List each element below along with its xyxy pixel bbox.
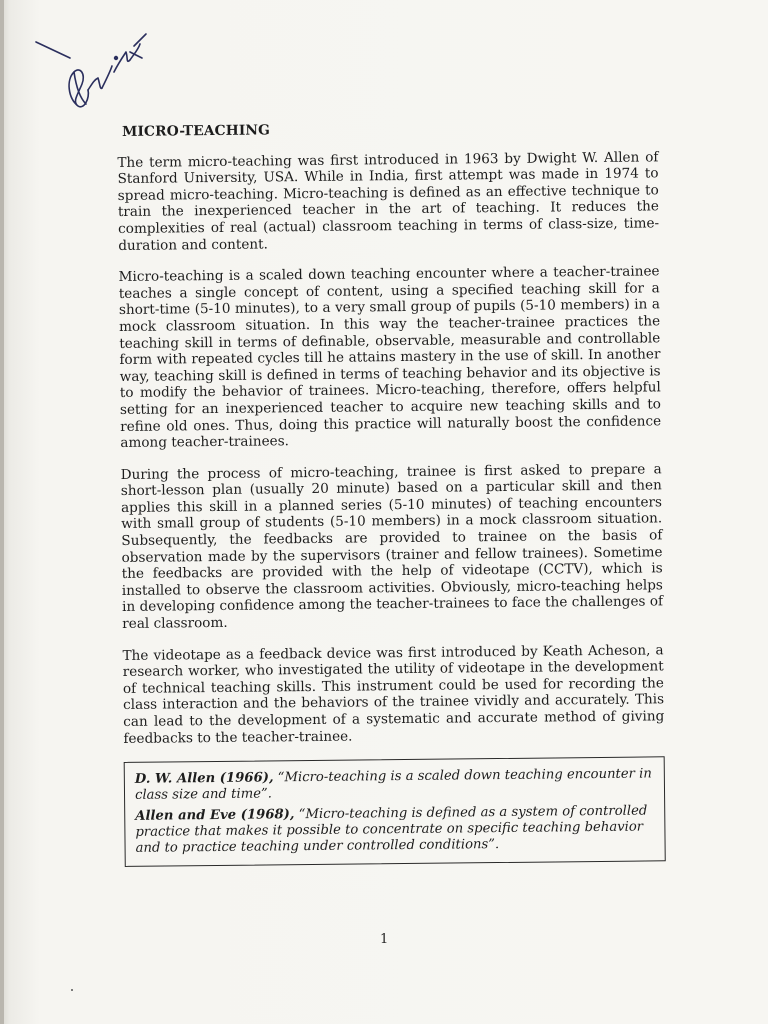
definition-author: Allen and Eve (1968), xyxy=(135,807,295,825)
handwritten-signature xyxy=(30,28,160,118)
definition-text: “Micro-teaching is defined as a system of controlled practice that makes it possible to concentrate on specific teaching behavior and to practice teaching under controlled conditions”. xyxy=(135,803,648,857)
page-title: MICRO-TEACHING xyxy=(121,122,271,140)
definition-text: “Micro-teaching is a scaled down teaching encounter in class size and time”. xyxy=(134,766,652,804)
page-edge-shadow xyxy=(0,0,4,1024)
paragraph-process: During the process of micro-teaching, trainee is first asked to prepare a short-lesson plan (usually 20 minute) based on a particular skill and then applies this skill in a planned series (5-10 minutes) of teaching encounters with small group of students (5-10 members) in a mock classroom situation. Subsequently, the feedbacks are provided to trainee on the basis of observation made by the supervisors (trainer and fellow trainees). Sometime the feedbacks are provided with the help of videotape (CCTV), which is installed to observe the classroom activities. Obviously, micro-teaching helps in developing confidence among the teacher-trainees to face the challenges of real classroom. xyxy=(120,461,664,633)
definition-author: D. W. Allen (1966), xyxy=(134,770,274,788)
definitions-box xyxy=(124,756,666,867)
document-body xyxy=(117,118,666,867)
paragraph-intro: The term micro-teaching was first introduced in 1963 by Dwight W. Allen of Stanford University, USA. While in India, first attempt was made in 1974 to spread micro-teaching. Micro-teaching is defined as an effective technique to train the inexperienced teacher in the art of teaching. It reduces the complexities of real (actual) classroom teaching in terms of class-size, time-duration and content. xyxy=(117,148,660,254)
paper-speck xyxy=(71,989,73,991)
definition-allen-eve-1968 xyxy=(135,804,654,857)
page-number: 1 xyxy=(380,932,389,947)
paragraph-definition: Micro-teaching is a scaled down teaching encounter where a teacher-trainee teaches a single concept of content, using a specified teaching skill for a short-time (5-10 minutes), to a very small group of pupils (5-10 members) in a mock classroom situation. In this way the teacher-trainee practices the teaching skill in terms of definable, observable, measurable and controllable form with repeated cycles till he attains mastery in the use of skill. In another way, teaching skill is defined in terms of teaching behavior and its objective is to modify the behavior of trainees. Micro-teaching, therefore, offers helpful setting for an inexperienced teacher to acquire new teaching skills and to refine old ones. Thus, doing this practice will naturally boost the confidence among teacher-trainees. xyxy=(118,263,662,452)
paragraph-videotape: The videotape as a feedback device was first introduced by Keath Acheson, a research worker, who investigated the utility of videotape in the development of technical teaching skills. This instrument could be used for recording the class interaction and the behaviors of the trainee vividly and accurately. This can lead to the development of a systematic and accurate method of giving feedbacks to the teacher-trainee. xyxy=(122,641,665,747)
definition-allen-1966 xyxy=(135,767,654,804)
